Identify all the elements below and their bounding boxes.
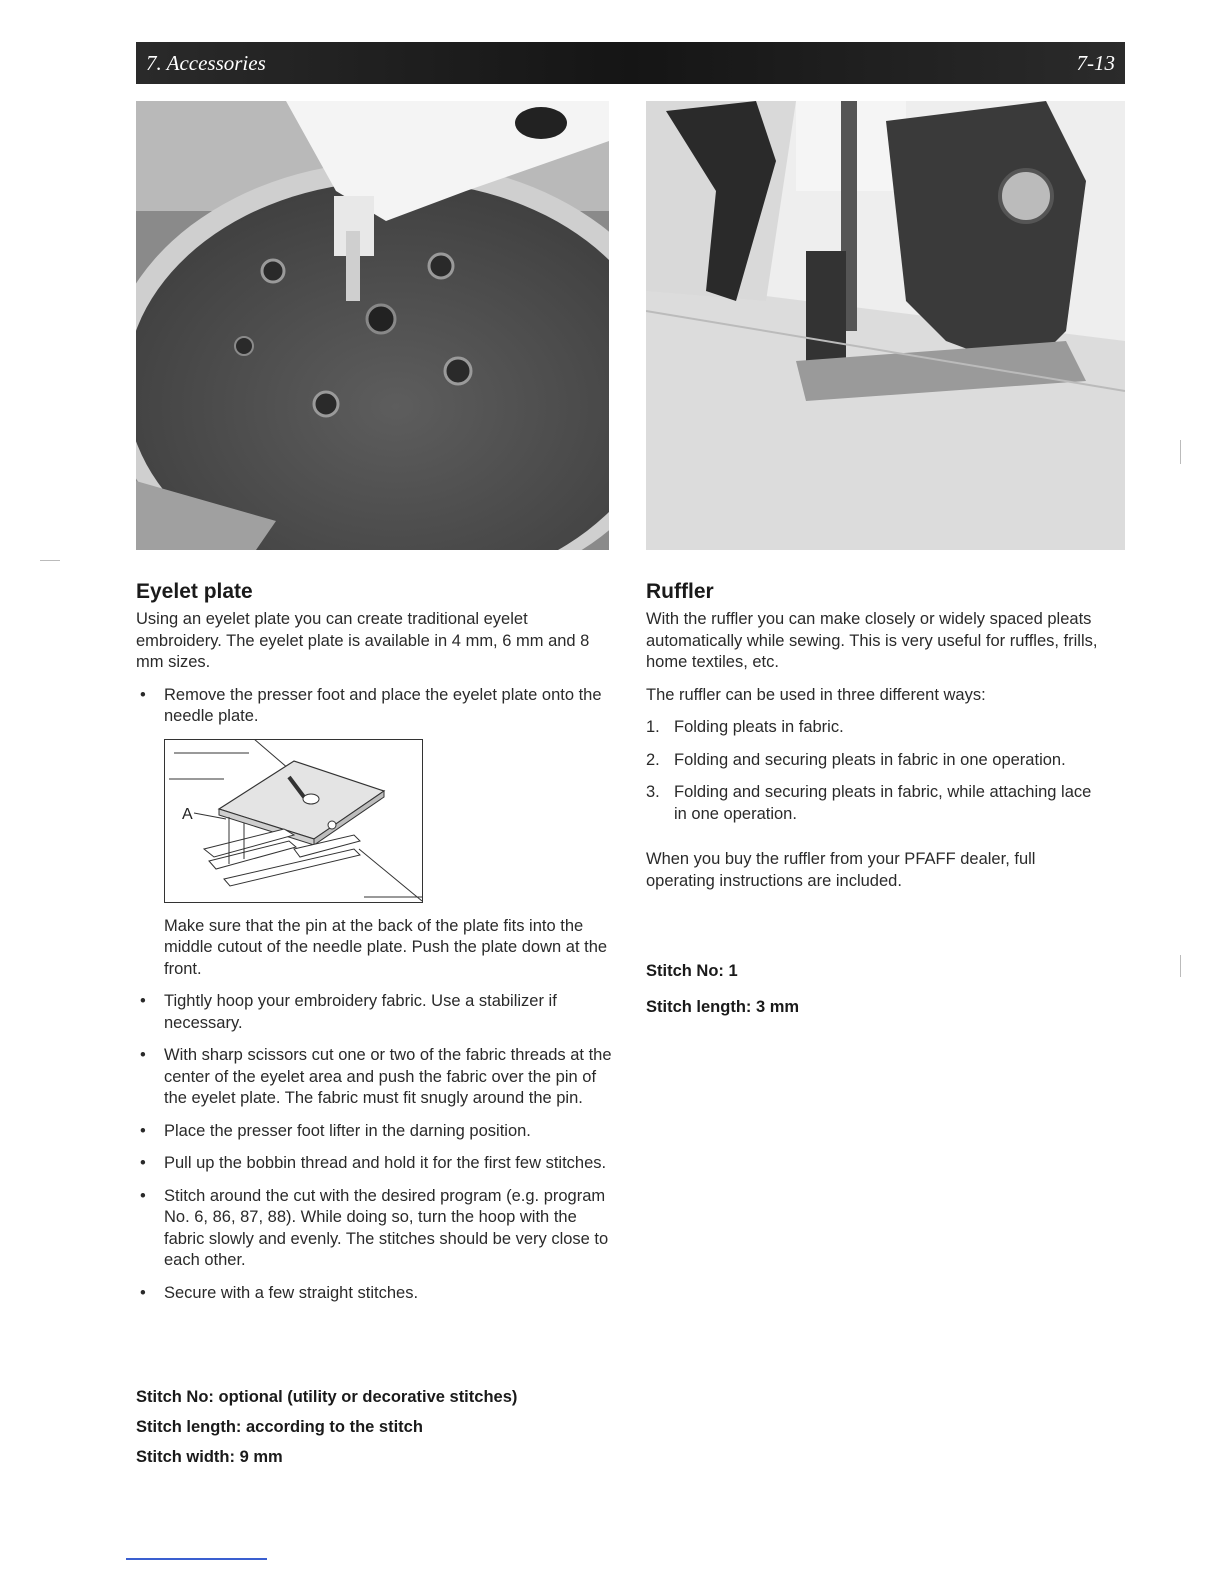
eyelet-stitch-length: Stitch length: according to the stitch [136,1418,423,1436]
eyelet-first-step [136,685,614,728]
ruffler-heading: Ruffler [646,580,714,603]
list-item: • Secure with a few straight stitches. [140,1283,419,1302]
eyelet-stitch-number: Stitch No: optional (utility or decorative stitches) [136,1388,518,1406]
eyelet-stitch-specs [136,1382,517,1472]
ruffler-ways-list [646,717,1106,825]
ruffler-photo [646,101,1125,550]
scan-mark [1180,440,1181,464]
eyelet-plate-section [136,579,614,1315]
list-item: 3. Folding and securing pleats in fabric, while attaching lace in one operation. [646,783,1092,823]
eyelet-pin-note: Make sure that the pin at the back of the plate fits into the middle cutout of the needle plate. Push the plate down at the front. [164,916,608,978]
list-item: • Remove the presser foot and place the eyelet plate onto the needle plate. [140,685,602,725]
ruffler-stitch-specs [646,953,799,1025]
diagram-label-a: A [182,805,193,823]
eyelet-plate-intro: Using an eyelet plate you can create traditional eyelet embroidery. The eyelet plate is available in 4 mm, 6 mm and 8 mm sizes. [136,610,590,671]
page-number: 7-13 [1076,51,1115,75]
ruffler-dealer-note: When you buy the ruffler from your PFAFF dealer, full operating instructions are included. [646,850,1036,890]
chapter-header-bar [136,42,1125,84]
scan-mark [40,560,60,561]
list-item: • Tightly hoop your embroidery fabric. Use a stabilizer if necessary. [140,992,557,1032]
scan-mark [1180,955,1181,977]
footer-rule [126,1558,267,1560]
ruffler-stitch-number: Stitch No: 1 [646,962,738,980]
list-item: 1. Folding pleats in fabric. [646,718,844,736]
ruffler-section [646,579,1106,903]
ruffler-stitch-length: Stitch length: 3 mm [646,998,800,1016]
eyelet-plate-diagram [164,739,423,903]
eyelet-plate-heading: Eyelet plate [136,580,253,603]
list-item: • Place the presser foot lifter in the darning position. [140,1121,531,1140]
eyelet-stitch-width: Stitch width: 9 mm [136,1448,283,1466]
list-item: • Stitch around the cut with the desired program (e.g. program No. 6, 86, 87, 88). While doing so, turn the hoop with the fabric slowly and evenly. The stitches should be very close to each other. [140,1186,609,1269]
list-item: • Pull up the bobbin thread and hold it for the first few stitches. [140,1154,607,1172]
chapter-title: 7. Accessories [146,51,266,75]
ruffler-intro: With the ruffler you can make closely or widely spaced pleats automatically while sewing. This is very useful for ruffles, frills, home textiles, etc. [646,610,1098,671]
list-item: 2. Folding and securing pleats in fabric in one operation. [646,750,1066,769]
eyelet-steps-list [136,991,614,1304]
list-item: • With sharp scissors cut one or two of the fabric threads at the center of the eyelet area and push the fabric over the pin of the eyelet plate. The fabric must fit snugly around the pin. [140,1046,612,1107]
eyelet-plate-photo [136,101,609,550]
ruffler-ways-intro: The ruffler can be used in three different ways: [646,685,986,704]
